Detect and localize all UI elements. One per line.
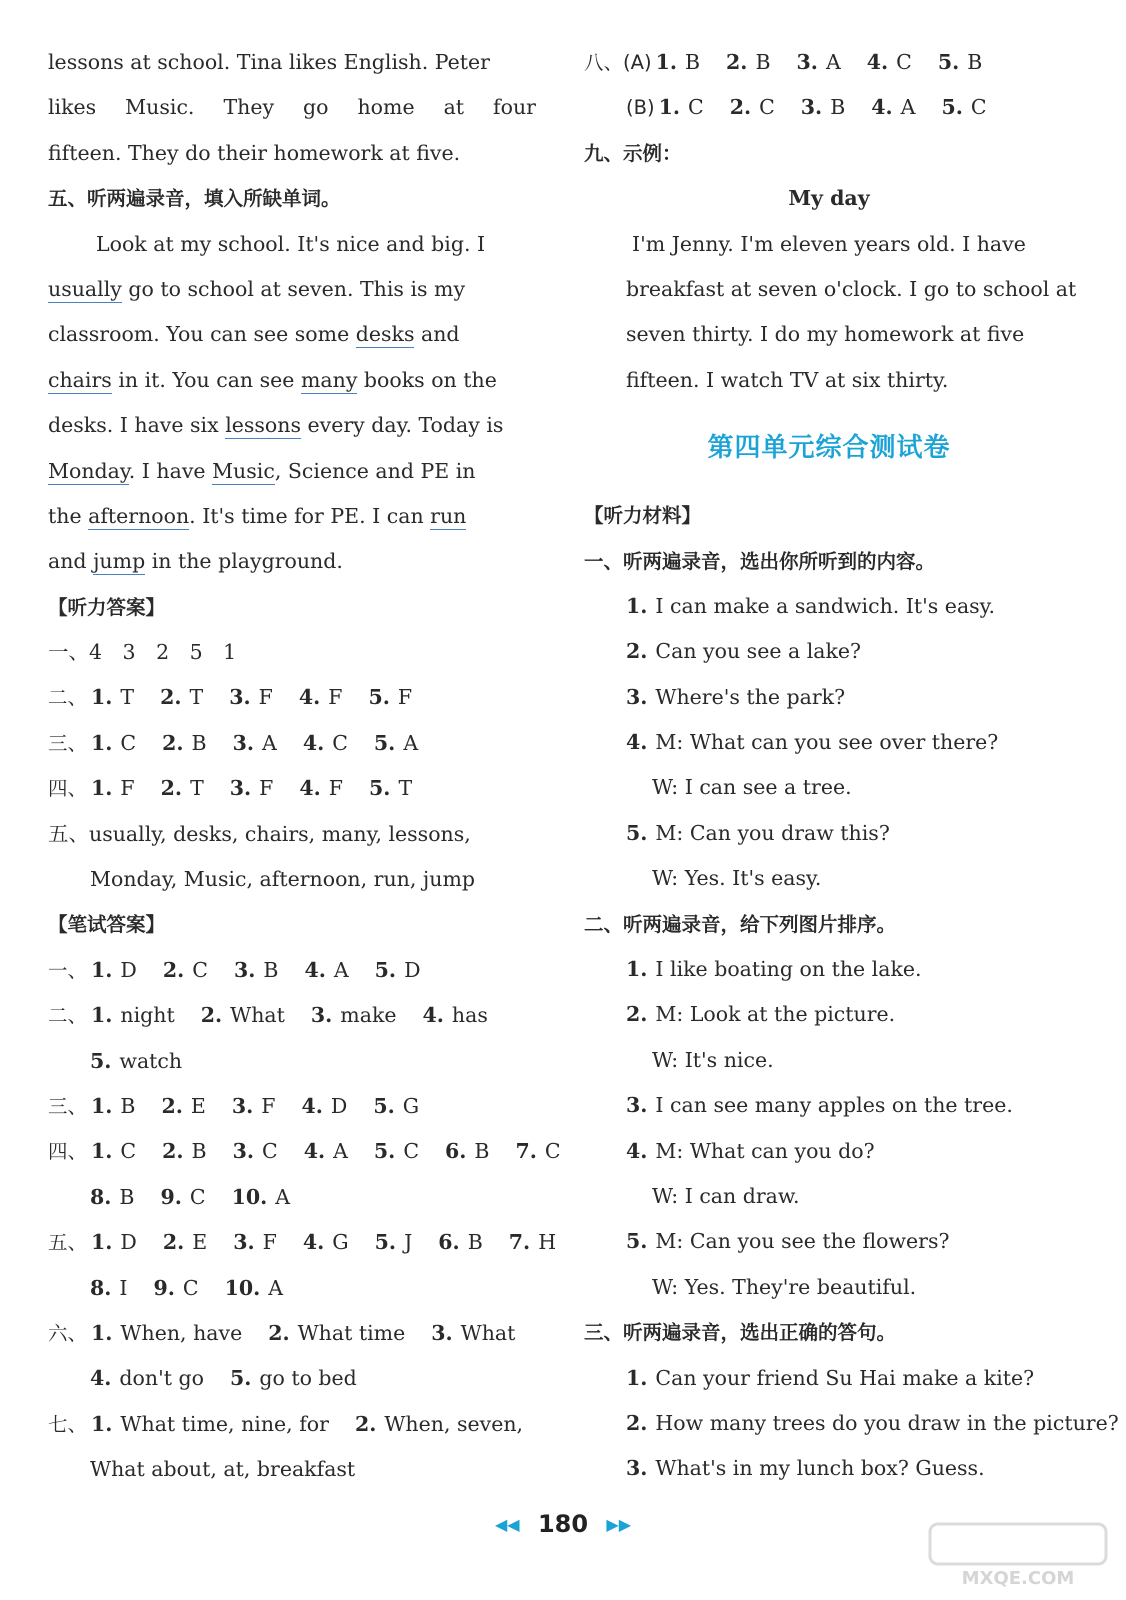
cloze-text: and xyxy=(414,322,460,347)
page-number: 180 xyxy=(537,1510,589,1538)
material-list xyxy=(584,947,1074,1310)
answer-number: 1. xyxy=(91,730,113,755)
answer-line xyxy=(48,1084,536,1129)
answer-line xyxy=(48,1356,536,1401)
answer-number: 2. xyxy=(200,1003,223,1028)
answer-number: 1. xyxy=(91,1003,113,1028)
material-item xyxy=(584,811,1074,856)
item-number: 3. xyxy=(626,684,648,709)
answer-value: D xyxy=(120,957,137,982)
answer-value: T xyxy=(120,685,135,710)
cloze-answer: desks xyxy=(355,322,415,347)
item-number: 2. xyxy=(626,639,648,664)
material-item xyxy=(584,1356,1074,1401)
answer-label: 五、 xyxy=(48,1231,88,1255)
material-item xyxy=(584,947,1074,992)
item-text: W: It's nice. xyxy=(652,1047,774,1072)
answer-value: B xyxy=(467,1230,483,1255)
material-item xyxy=(584,675,1074,720)
answer-number: 10. xyxy=(224,1275,261,1300)
item-number: 4. xyxy=(626,1138,648,1163)
answer-number: 5. xyxy=(373,730,396,755)
item-text: M: Look at the picture. xyxy=(655,1002,896,1027)
cloze-answer: lessons xyxy=(225,413,301,438)
cloze-answer: Music xyxy=(212,458,275,483)
answer-number: 7. xyxy=(515,1139,537,1164)
answer-label: 三、 xyxy=(48,731,88,755)
item-text: M: Can you see the flowers? xyxy=(655,1229,950,1254)
section-header: 九、示例： xyxy=(584,141,682,165)
answer-value: B xyxy=(967,50,983,74)
answer-value: B xyxy=(120,1093,136,1118)
cloze-text: . I have xyxy=(128,458,213,483)
answer-label: 二、 xyxy=(48,686,88,710)
unit-title: 第四单元综合测试卷 xyxy=(707,433,951,464)
answer-line xyxy=(48,993,536,1038)
answer-value: J xyxy=(404,1230,413,1255)
answer-value: B xyxy=(191,1139,207,1164)
item-number: 5. xyxy=(626,1229,648,1254)
answer-number: 2. xyxy=(161,1093,183,1118)
word: at xyxy=(443,95,465,120)
cloze-text: go to school at seven. This is my xyxy=(121,276,466,301)
answer-number: 1. xyxy=(91,776,113,801)
answer-number: 3. xyxy=(431,1320,453,1345)
answer-label: 三、 xyxy=(48,1094,88,1118)
item-number: 4. xyxy=(626,730,648,755)
answer-value: B xyxy=(474,1139,490,1164)
item-text: I can see many apples on the tree. xyxy=(655,1093,1013,1118)
right-column xyxy=(584,40,1119,1492)
answer-number: 4. xyxy=(866,50,889,74)
answer-number: 5. xyxy=(941,95,963,120)
answer-value: C xyxy=(403,1139,419,1164)
answer-number: 2. xyxy=(160,685,182,710)
cloze-answer: usually xyxy=(48,276,122,301)
item-text: M: What can you do? xyxy=(655,1138,875,1163)
material-item xyxy=(584,1401,1119,1446)
answer-number: 4. xyxy=(422,1003,444,1028)
answer-label: 七、 xyxy=(48,1412,88,1436)
answer-line xyxy=(48,675,536,720)
cloze-text: every day. Today is xyxy=(300,413,504,438)
answer-line xyxy=(584,40,1074,85)
answer-value: F xyxy=(259,776,274,801)
cloze-answer: afternoon xyxy=(88,503,190,528)
item-text: Can you see a lake? xyxy=(655,639,862,664)
answer-number: 2. xyxy=(160,776,183,801)
cloze-line xyxy=(48,539,536,584)
item-text: Where's the park? xyxy=(655,684,846,709)
answer-line xyxy=(48,1175,536,1220)
section-header: 二、听两遍录音，给下列图片排序。 xyxy=(584,912,897,936)
answer-value: What time xyxy=(297,1320,406,1345)
material-item xyxy=(584,584,1074,629)
item-number: 3. xyxy=(626,1456,648,1481)
section-title: 【笔试答案】 xyxy=(48,913,166,937)
answer-value: F xyxy=(261,1093,276,1118)
answer-number: 1. xyxy=(91,1093,113,1118)
section-title: 【听力答案】 xyxy=(48,595,166,619)
answer-line xyxy=(48,1266,536,1311)
item-number: 3. xyxy=(626,1093,648,1118)
answer-line xyxy=(584,85,1074,130)
word: go xyxy=(303,95,329,120)
answer-value: go to bed xyxy=(259,1366,357,1391)
cloze-text: and xyxy=(48,549,94,574)
answer-value: H xyxy=(538,1230,557,1255)
item-text: What's in my lunch box? Guess. xyxy=(655,1456,985,1481)
answer-value: C xyxy=(189,1184,206,1209)
answer-number: 2. xyxy=(729,95,752,120)
answer-value: C xyxy=(332,730,348,755)
answer-value: A xyxy=(825,50,841,74)
word: likes xyxy=(48,95,97,120)
answer-number: 1. xyxy=(658,95,680,120)
item-text: M: What can you see over there? xyxy=(655,730,999,755)
answer-value: T xyxy=(398,776,413,801)
answer-value: F xyxy=(120,776,135,801)
answer-number: 4. xyxy=(303,1139,326,1164)
answer-label: 二、 xyxy=(48,1004,88,1028)
item-number: 1. xyxy=(626,957,648,982)
answer-value: has xyxy=(451,1003,488,1028)
left-column xyxy=(48,40,561,1493)
answer-number: 2. xyxy=(354,1411,377,1436)
answer-number: 4. xyxy=(90,1366,112,1391)
answer-number: 3. xyxy=(229,685,251,710)
cloze-line xyxy=(48,358,536,403)
word: four xyxy=(493,95,536,120)
answer-value: C xyxy=(970,95,987,120)
answer-value: watch xyxy=(119,1048,183,1073)
answer-line xyxy=(48,1039,536,1084)
answer-value: A xyxy=(900,95,916,120)
section-title: 【听力材料】 xyxy=(584,504,702,528)
text-line-justified xyxy=(48,85,536,130)
answer-value: B xyxy=(830,95,846,120)
answer-number: 7. xyxy=(508,1230,531,1255)
answer-value: F xyxy=(328,776,344,801)
cloze-answer: chairs xyxy=(48,367,112,392)
answer-number: 4. xyxy=(302,730,325,755)
answer-number: 1. xyxy=(91,957,113,982)
cloze-line xyxy=(48,312,536,357)
prev-arrow-icon: ◀◀ xyxy=(494,1515,520,1534)
answer-line xyxy=(48,721,536,766)
answer-value: B xyxy=(755,50,771,74)
answer-value: T xyxy=(190,776,204,801)
answer-line xyxy=(48,1402,536,1447)
answer-number: 3. xyxy=(796,50,818,74)
answer-value: C xyxy=(896,50,912,74)
answer-label: 四、 xyxy=(48,1140,88,1164)
answer-value: C xyxy=(262,1139,278,1164)
material-item xyxy=(584,856,1074,901)
answer-value: What xyxy=(230,1003,285,1028)
cloze-text: the xyxy=(48,503,89,528)
material-item xyxy=(584,1219,1074,1264)
answer-number: 4. xyxy=(298,685,321,710)
answer-number: 2. xyxy=(162,730,184,755)
answer-number: 3. xyxy=(232,730,254,755)
next-arrow-icon: ▶▶ xyxy=(606,1515,632,1534)
answer-line xyxy=(48,948,536,993)
item-text: M: Can you draw this? xyxy=(655,820,890,845)
answer-number: 5. xyxy=(374,957,397,982)
cloze-line xyxy=(48,267,536,312)
answer-number: 5. xyxy=(369,776,391,801)
answer-label: 一、 xyxy=(48,958,88,982)
answer-number: 8. xyxy=(90,1184,112,1209)
answer-line xyxy=(48,1220,557,1265)
text-line: lessons at school. Tina likes English. Peter xyxy=(48,50,490,74)
answer-number: 5. xyxy=(374,1230,397,1255)
answer-line: What about, at, breakfast xyxy=(90,1457,356,1482)
material-item xyxy=(584,1129,1074,1174)
answer-line: 一、4 3 2 5 1 xyxy=(48,640,237,665)
item-number: 1. xyxy=(626,593,648,618)
item-text: W: I can see a tree. xyxy=(652,775,852,800)
cloze-text: . It's time for PE. I can xyxy=(189,503,431,528)
answer-value: D xyxy=(330,1093,348,1118)
answer-value: C xyxy=(759,95,775,120)
material-item xyxy=(584,1446,1074,1491)
answer-number: 3. xyxy=(232,1139,254,1164)
answer-value: G xyxy=(332,1230,349,1255)
answer-value: A xyxy=(275,1184,291,1209)
answer-label: 八、(A) xyxy=(584,51,652,74)
answer-number: 5. xyxy=(90,1048,112,1073)
answer-value: F xyxy=(397,685,413,710)
answer-value: What xyxy=(460,1320,516,1345)
answer-value: A xyxy=(333,957,349,982)
answer-number: 3. xyxy=(800,95,823,120)
item-text: W: Yes. It's easy. xyxy=(652,866,822,891)
material-item xyxy=(584,629,1074,674)
answer-value: C xyxy=(192,957,208,982)
material-item xyxy=(584,1265,1074,1310)
answer-label: 六、 xyxy=(48,1321,88,1345)
answer-number: 4. xyxy=(302,1230,325,1255)
cloze-line xyxy=(48,403,536,448)
word: Music. xyxy=(125,95,195,120)
item-number: 1. xyxy=(626,1365,648,1390)
answer-number: 2. xyxy=(162,1230,185,1255)
answer-number: 5. xyxy=(937,50,960,74)
answer-number: 6. xyxy=(445,1139,467,1164)
cloze-text: in it. You can see xyxy=(111,367,301,392)
item-number: 2. xyxy=(626,1002,648,1027)
watermark-logo xyxy=(928,1522,1108,1592)
text-line: fifteen. They do their homework at five. xyxy=(48,140,461,165)
item-text: Can your friend Su Hai make a kite? xyxy=(655,1365,1035,1390)
item-text: How many trees do you draw in the picture? xyxy=(655,1410,1119,1435)
answer-value: What time, nine, for xyxy=(120,1411,329,1436)
answer-value: G xyxy=(402,1093,420,1118)
answer-number: 4. xyxy=(301,1093,323,1118)
answer-value: E xyxy=(192,1230,208,1255)
material-item xyxy=(584,1083,1074,1128)
answer-value: night xyxy=(120,1003,175,1028)
material-item xyxy=(584,1038,1074,1083)
answer-value: B xyxy=(263,957,279,982)
answer-value: make xyxy=(340,1003,397,1028)
cloze-line: Look at my school. It's nice and big. I xyxy=(96,231,486,256)
essay-line: fifteen. I watch TV at six thirty. xyxy=(626,367,949,392)
cloze-answer: jump xyxy=(93,549,146,574)
cloze-line xyxy=(48,449,536,494)
answer-number: 6. xyxy=(438,1230,460,1255)
answer-value: F xyxy=(258,685,273,710)
answer-line xyxy=(48,1129,561,1174)
item-text: I can make a sandwich. It's easy. xyxy=(655,593,996,618)
answer-value: A xyxy=(262,730,277,755)
answer-value: B xyxy=(684,50,701,74)
answer-number: 2. xyxy=(268,1320,290,1345)
answer-line xyxy=(48,1311,536,1356)
answer-value: A xyxy=(268,1275,284,1300)
section-header: 三、听两遍录音，选出正确的答句。 xyxy=(584,1321,897,1345)
answer-line: Monday, Music, afternoon, run, jump xyxy=(90,867,476,892)
answer-number: 1. xyxy=(655,50,677,74)
answer-value: E xyxy=(190,1093,206,1118)
cloze-answer: Monday xyxy=(48,458,129,483)
answer-number: 9. xyxy=(153,1275,175,1300)
answer-number: 3. xyxy=(233,1230,255,1255)
cloze-line xyxy=(48,494,536,539)
answer-value: When, seven, xyxy=(384,1411,524,1436)
answer-label: 四、 xyxy=(48,777,88,801)
item-text: I like boating on the lake. xyxy=(655,957,922,982)
answer-number: 1. xyxy=(91,1139,113,1164)
answer-value: When, have xyxy=(120,1320,243,1345)
answer-value: C xyxy=(688,95,704,120)
answer-number: 2. xyxy=(726,50,748,74)
material-item xyxy=(584,720,1074,765)
item-number: 5. xyxy=(626,820,648,845)
answer-number: 1. xyxy=(91,1320,113,1345)
answer-number: 3. xyxy=(231,1093,254,1118)
section-header: 一、听两遍录音，选出你所听到的内容。 xyxy=(584,549,936,573)
cloze-text: books on the xyxy=(357,367,497,392)
material-item xyxy=(584,992,1074,1037)
answer-value: D xyxy=(404,957,421,982)
answer-number: 8. xyxy=(90,1275,112,1300)
answer-number: 3. xyxy=(233,957,256,982)
answer-number: 1. xyxy=(91,1411,113,1436)
answer-number: 5. xyxy=(368,685,390,710)
section-header: 五、听两遍录音，填入所缺单词。 xyxy=(48,187,341,211)
answer-value: A xyxy=(403,730,419,755)
answer-value: D xyxy=(120,1230,137,1255)
cloze-answer: run xyxy=(430,503,467,528)
answer-value: B xyxy=(119,1184,135,1209)
cloze-text: in the playground. xyxy=(145,549,343,574)
answer-number: 5. xyxy=(373,1093,395,1118)
material-list xyxy=(584,584,1074,902)
material-item xyxy=(584,1174,1074,1219)
answer-line: 五、usually, desks, chairs, many, lessons, xyxy=(48,821,471,846)
material-list xyxy=(584,1356,1119,1492)
answer-value: C xyxy=(120,1139,137,1164)
item-number: 2. xyxy=(626,1410,648,1435)
answer-number: 2. xyxy=(162,1139,184,1164)
answer-value: don't go xyxy=(119,1366,204,1391)
answer-value: C xyxy=(544,1139,561,1164)
cloze-text: , Science and PE in xyxy=(274,458,476,483)
answer-number: 1. xyxy=(91,685,113,710)
essay-line: I'm Jenny. I'm eleven years old. I have xyxy=(632,231,1026,256)
answer-label: (B) xyxy=(626,96,655,120)
answer-number: 5. xyxy=(373,1139,396,1164)
answer-value: F xyxy=(328,685,343,710)
answer-value: C xyxy=(120,730,137,755)
essay-line: breakfast at seven o'clock. I go to school at xyxy=(626,276,1077,301)
essay-line: seven thirty. I do my homework at five xyxy=(626,322,1025,347)
item-text: W: Yes. They're beautiful. xyxy=(652,1274,917,1299)
answer-value: I xyxy=(119,1275,128,1300)
material-item xyxy=(584,765,1074,810)
answer-number: 4. xyxy=(871,95,893,120)
answer-number: 10. xyxy=(231,1184,268,1209)
answer-number: 3. xyxy=(229,776,252,801)
answer-number: 1. xyxy=(91,1230,113,1255)
cloze-text: desks. I have six xyxy=(48,413,226,438)
answer-number: 3. xyxy=(310,1003,333,1028)
cloze-text: classroom. You can see some xyxy=(48,322,356,347)
answer-value: B xyxy=(191,730,207,755)
answer-value: A xyxy=(333,1139,348,1164)
answer-value: T xyxy=(189,685,204,710)
word: They xyxy=(223,95,275,120)
answer-line xyxy=(48,766,536,811)
svg-text:MXQE.COM: MXQE.COM xyxy=(961,1568,1075,1589)
answer-number: 2. xyxy=(162,957,185,982)
essay-title: My day xyxy=(788,186,870,211)
answer-number: 4. xyxy=(304,957,326,982)
answer-number: 5. xyxy=(229,1366,252,1391)
answer-number: 9. xyxy=(160,1184,182,1209)
answer-value: C xyxy=(182,1275,199,1300)
answer-value: F xyxy=(262,1230,277,1255)
item-text: W: I can draw. xyxy=(652,1183,800,1208)
answer-number: 4. xyxy=(299,776,321,801)
word: home xyxy=(357,95,415,120)
cloze-answer: many xyxy=(300,367,358,392)
